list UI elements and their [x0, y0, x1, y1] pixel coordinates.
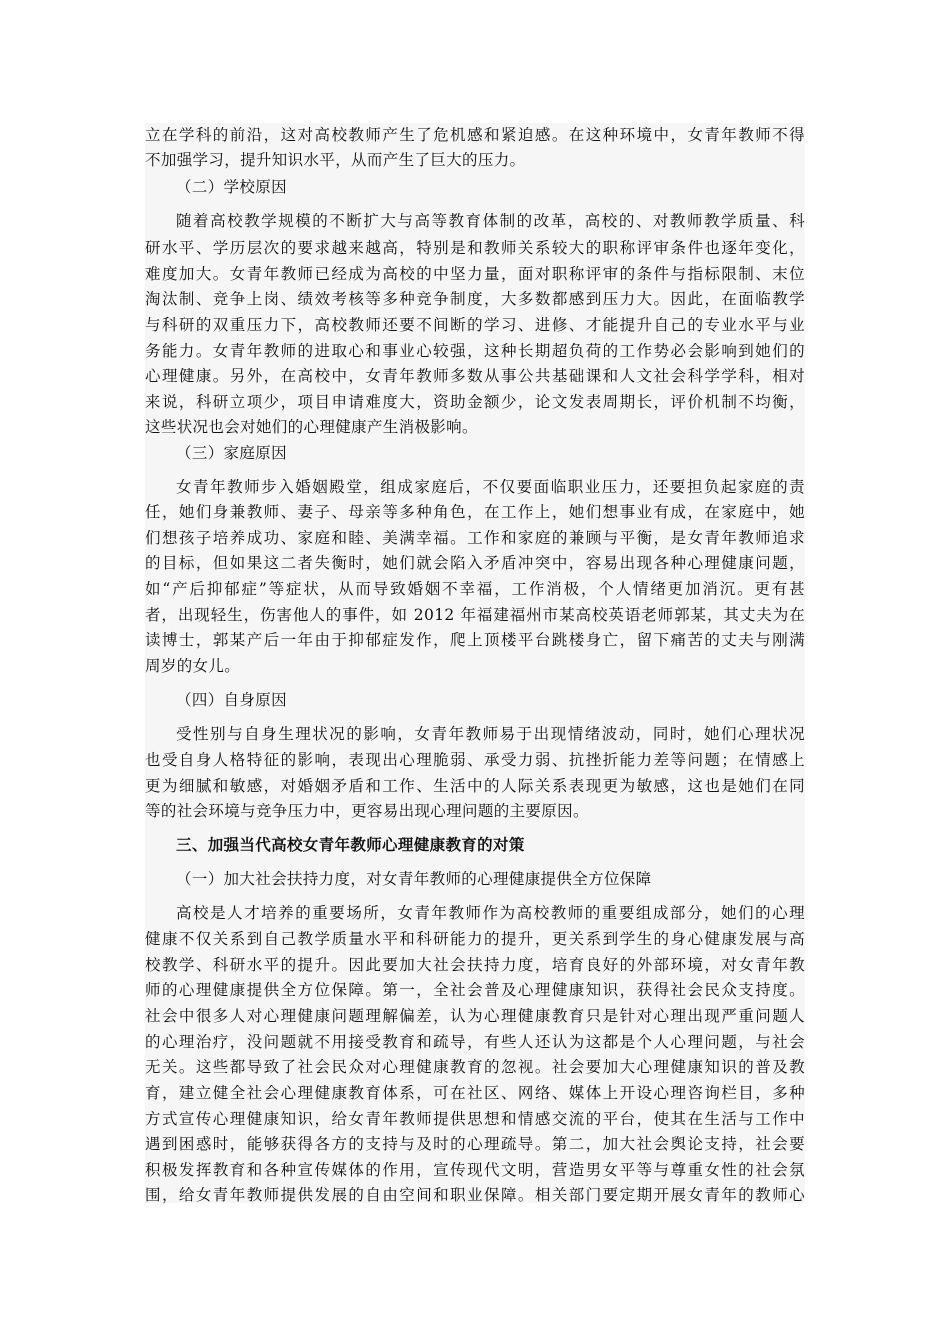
paragraph-line: 无关。这些都导致了社会民众对心理健康教育的忽视。社会要加大心理健康知识的普及教	[145, 1058, 805, 1076]
paragraph-line: 者，出现轻生，伤害他人的事件，如 2012 年福建福州市某高校英语老师郭某，其丈夫为在	[145, 606, 805, 624]
paragraph-line: 们想孩子培养成功、家庭和睦、美满幸福。工作和家庭的兼顾与平衡，是女青年教师追求	[145, 529, 805, 547]
subheading-line: （四）自身原因	[176, 691, 287, 709]
paragraph-line: 校教学、科研水平的提升。因此要加大社会扶持力度，培育良好的外部环境，对女青年教	[145, 956, 805, 974]
paragraph-line: 的目标，但如果这二者失衡时，她们就会陷入矛盾冲突中，容易出现各种心理健康问题，	[145, 554, 805, 572]
paragraph-line: 高校是人才培养的重要场所，女青年教师作为高校教师的重要组成部分，她们的心理	[176, 904, 805, 922]
paragraph-line: 育，建立健全社会心理健康教育体系，可在社区、网络、媒体上开设心理咨询栏目，多种	[145, 1084, 805, 1102]
paragraph-line: 围，给女青年教师提供发展的自由空间和职业保障。相关部门要定期开展女青年的教师心	[145, 1186, 805, 1204]
paragraph-line: 与科研的双重压力下，高校教师还要不间断的学习、进修、才能提升自己的专业水平与业	[145, 316, 805, 334]
paragraph-line: 也受自身人格特征的影响，表现出心理脆弱、承受力弱、抗挫折能力差等问题；在情感上	[145, 751, 805, 769]
paragraph-line: 遇到困惑时，能够获得各方的支持与及时的心理疏导。第二，加大社会舆论支持，社会要	[145, 1135, 805, 1153]
paragraph-line: 读博士，郭某产后一年由于抑郁症发作，爬上顶楼平台跳楼身亡，留下痛苦的丈夫与刚满	[145, 631, 805, 649]
subheading-line: （一）加大社会扶持力度，对女青年教师的心理健康提供全方位保障	[176, 870, 652, 888]
paragraph-line: 这些状况也会对她们的心理健康产生消极影响。	[145, 418, 478, 436]
section-heading: 三、加强当代高校女青年教师心理健康教育的对策	[176, 835, 525, 854]
paragraph-line: 立在学科的前沿，这对高校教师产生了危机感和紧迫感。在这种环境中，女青年教师不得	[145, 126, 805, 144]
paragraph-line: 随着高校教学规模的不断扩大与高等教育体制的改革，高校的、对教师教学质量、科	[176, 212, 805, 230]
paragraph-line: 难度加大。女青年教师已经成为高校的中坚力量，面对职称评审的条件与指标限制、末位	[145, 265, 805, 283]
paragraph-line: 等的社会环境与竞争压力中，更容易出现心理问题的主要原因。	[145, 802, 589, 820]
paragraph-line: 的心理治疗，没问题就不用接受教育和疏导，有些人还认为这都是个人心理问题，与社会	[145, 1033, 805, 1051]
paragraph-line: 受性别与自身生理状况的影响，女青年教师易于出现情绪波动，同时，她们心理状况	[176, 725, 805, 743]
paragraph-line: 更为细腻和敏感，对婚姻矛盾和工作、生活中的人际关系表现更为敏感，这也是她们在同	[145, 777, 805, 795]
paragraph-line: 社会中很多人对心理健康问题理解偏差，认为心理健康教育只是针对心理出现严重问题人	[145, 1007, 805, 1025]
paragraph-line: 心理健康。另外，在高校中，女青年教师多数从事公共基础课和人文社会科学学科，相对	[145, 367, 805, 385]
paragraph-line: 任，她们身兼教师、妻子、母亲等多种角色，在工作上，她们想事业有成，在家庭中，她	[145, 503, 805, 521]
body-text-block	[145, 123, 805, 1203]
paragraph-line: 方式宣传心理健康知识，给女青年教师提供思想和情感交流的平台，使其在生活与工作中	[145, 1110, 805, 1128]
paragraph-line: 研水平、学历层次的要求越来越高，特别是和教师关系较大的职称评审条件也逐年变化，	[145, 239, 805, 257]
subheading-line: （三）家庭原因	[176, 444, 287, 462]
paragraph-line: 淘汰制、竞争上岗、绩效考核等多种竞争制度，大多数都感到压力大。因此，在面临教学	[145, 290, 805, 308]
paragraph-line: 来说，科研立项少，项目申请难度大，资助金额少，论文发表周期长，评价机制不均衡，	[145, 393, 805, 411]
paragraph-line: 务能力。女青年教师的进取心和事业心较强，这种长期超负荷的工作势必会影响到她们的	[145, 342, 805, 360]
paragraph-line: 不加强学习，提升知识水平，从而产生了巨大的压力。	[145, 151, 526, 169]
subheading-line: （二）学校原因	[176, 178, 287, 196]
paragraph-line: 健康不仅关系到自己教学质量水平和科研能力的提升，更关系到学生的身心健康发展与高	[145, 930, 805, 948]
paragraph-line: 如“产后抑郁症”等症状，从而导致婚姻不幸福，工作消极，个人情绪更加消沉。更有甚	[145, 580, 805, 598]
paragraph-line: 师的心理健康提供全方位保障。第一，全社会普及心理健康知识，获得社会民众支持度。	[145, 981, 805, 999]
paragraph-line: 积极发挥教育和各种宣传媒体的作用，宣传现代文明，营造男女平等与尊重女性的社会氛	[145, 1161, 805, 1179]
paragraph-line: 女青年教师步入婚姻殿堂，组成家庭后，不仅要面临职业压力，还要担负起家庭的责	[176, 478, 805, 496]
paragraph-line: 周岁的女儿。	[145, 657, 241, 675]
